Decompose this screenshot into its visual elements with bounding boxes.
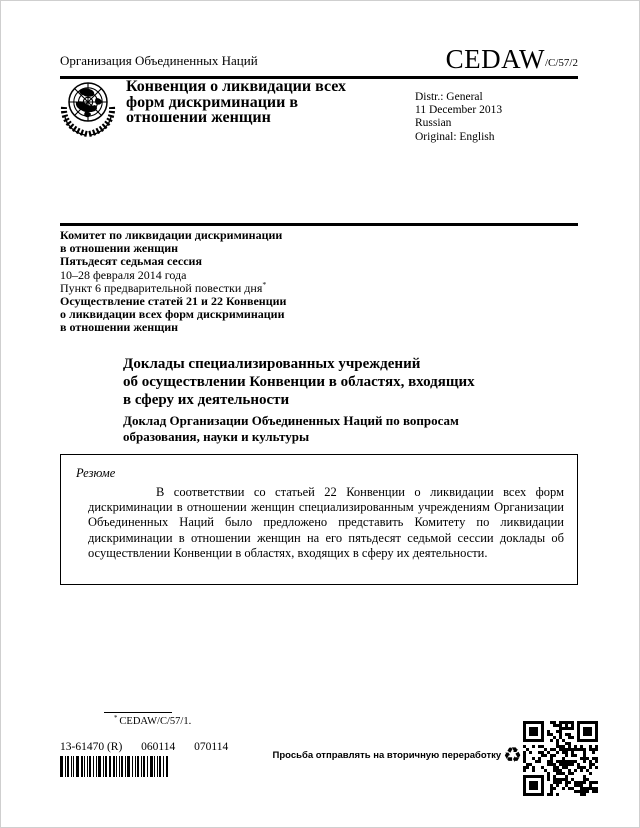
- agenda-heading-line: в отношении женщин: [60, 320, 179, 335]
- summary-heading: Резюме: [76, 466, 116, 480]
- job-number-line: [60, 741, 228, 753]
- job-code-2: 070114: [194, 741, 229, 753]
- un-emblem-icon: [55, 79, 121, 142]
- org-name: Организация Объединенных Наций: [60, 53, 258, 68]
- distribution-block: [415, 91, 502, 144]
- distr-line: Original: English: [415, 130, 495, 143]
- recycle-row: [240, 740, 522, 770]
- recycle-text: Просьба отправлять на вторичную переработку: [272, 749, 502, 761]
- masthead-title-line: форм дискриминации в: [126, 93, 299, 111]
- qr-code: [522, 720, 599, 802]
- document-subtitle-line: образования, науки и культуры: [123, 428, 310, 444]
- section-rule: [60, 223, 578, 226]
- summary-box: [60, 454, 578, 585]
- session-name: Пятьдесят седьмая сессия: [60, 254, 202, 269]
- masthead-title-line: Конвенция о ликвидации всех: [126, 78, 347, 95]
- distr-line: Russian: [415, 117, 452, 130]
- barcode: [60, 756, 169, 777]
- document-title-line: в сферу их деятельности: [123, 392, 290, 408]
- footnote: [104, 716, 191, 727]
- footnote-text: CEDAW/C/57/1.: [119, 716, 192, 727]
- agenda-footnote-mark: *: [262, 279, 267, 289]
- document-title-line: Доклады специализированных учреждений: [123, 356, 421, 372]
- distr-line: 11 December 2013: [415, 104, 503, 117]
- session-block: [60, 229, 286, 335]
- doc-symbol-suffix: /C/57/2: [544, 57, 578, 69]
- masthead-title: [126, 79, 426, 126]
- doc-symbol-main: CEDAW: [445, 44, 545, 74]
- summary-body: В соответствии со статьей 22 Конвенции о ликвидации всех форм дискриминации в отношении женщин специализированным учреждениям Организации Объединенных Наций было предложено представить Комитету по ликвидации дискриминации в отношении женщин на его пятьдесят седьмой сессии доклады об осуществлении Конвенции в областях, входящих в сферу их деятельности.: [88, 485, 564, 560]
- footnote-rule: [104, 712, 172, 713]
- doc-symbol: [446, 46, 578, 72]
- footnote-mark: *: [114, 714, 118, 722]
- distr-line: Distr.: General: [415, 91, 483, 103]
- document-subtitle-line: Доклад Организации Объединенных Наций по вопросам: [123, 413, 459, 428]
- document-subtitle: [123, 413, 459, 444]
- agenda-item: Пункт 6 предварительной повестки дня*: [60, 279, 267, 295]
- committee-name-line: в отношении женщин: [60, 241, 179, 256]
- masthead-title-line: отношении женщин: [126, 109, 271, 127]
- agenda-heading-line: Осуществление статей 21 и 22 Конвенции: [60, 294, 287, 309]
- committee-name-line: Комитет по ликвидации дискриминации: [60, 228, 283, 242]
- document-title: [123, 355, 475, 409]
- job-code-1: 060114: [141, 741, 176, 753]
- recycle-icon: ♻: [503, 742, 522, 767]
- agenda-heading-line: о ликвидации всех форм дискриминации: [60, 307, 285, 322]
- job-number: 13-61470 (R): [60, 741, 123, 753]
- document-title-line: об осуществлении Конвенции в областях, входящих: [123, 374, 475, 390]
- session-dates: 10–28 февраля 2014 года: [60, 267, 187, 282]
